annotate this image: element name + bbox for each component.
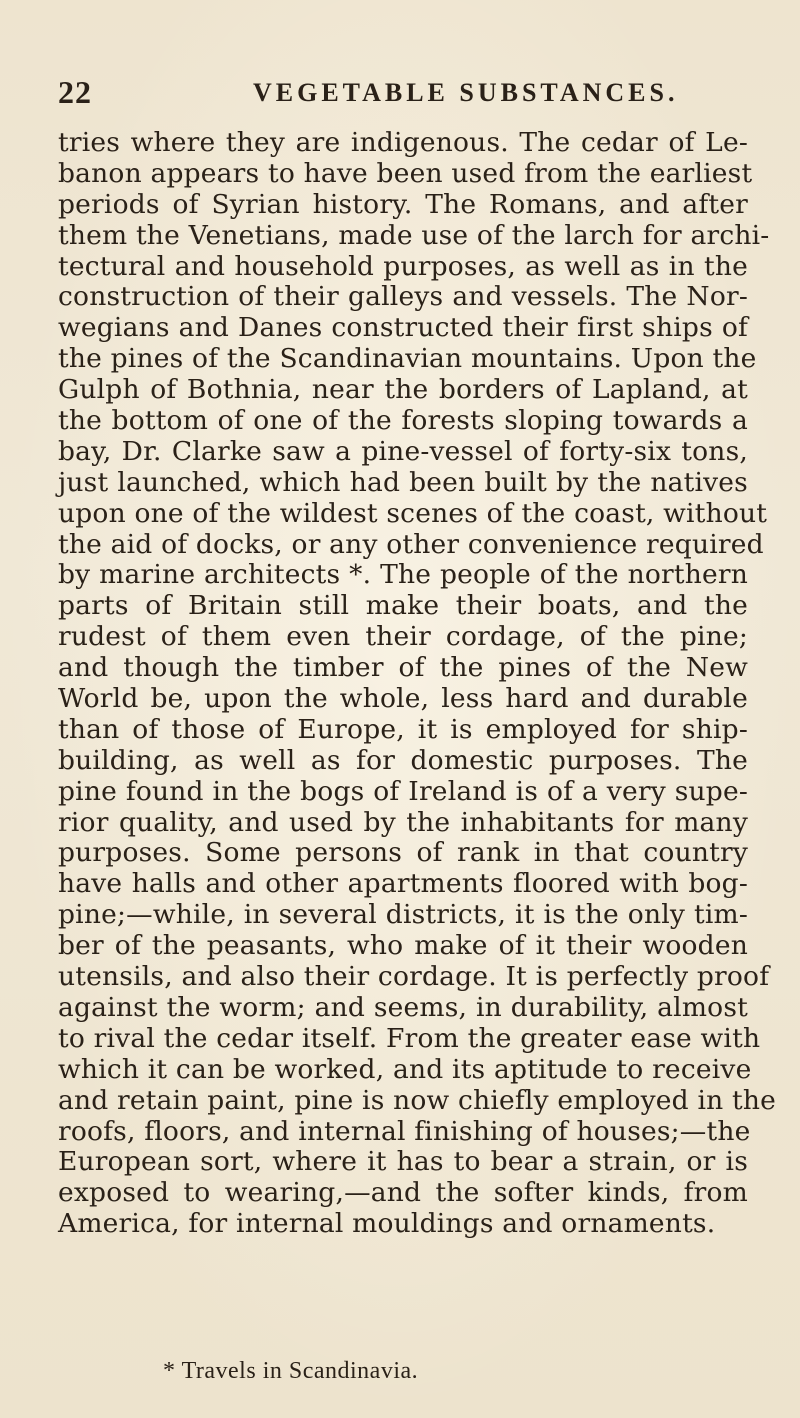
text-line: Gulph of Bothnia, near the borders of Lapland, at [58,374,748,406]
text-line: wegians and Danes constructed their first ships of [58,312,748,344]
text-line: tries where they are indigenous. The cedar of Le- [58,127,748,158]
text-line: periods of Syrian history. The Romans, and after [58,188,748,220]
text-line: European sort, where it has to bear a strain, or is [58,1146,748,1178]
text-line: America, for internal mouldings and ornaments. [58,1208,716,1240]
running-head: VEGETABLE SUBSTANCES. [253,78,679,107]
text-line: rudest of them even their cordage, of the pine; [58,621,748,653]
text-line: than of those of Europe, it is employed for ship- [58,713,748,745]
text-line: utensils, and also their cordage. It is perfectly proof [58,961,770,993]
page-header [58,74,748,114]
text-line: them the Venetians, made use of the larch for archi- [58,219,770,251]
text-line: World be, upon the whole, less hard and durable [58,683,748,715]
text-line: have halls and other apartments floored with bog- [58,868,748,900]
text-line: exposed to wearing,—and the softer kinds, from [58,1177,748,1209]
text-line: the bottom of one of the forests sloping towards a [58,405,748,437]
text-line: purposes. Some persons of rank in that country [58,837,748,869]
text-line: pine;—while, in several districts, it is the only tim- [58,899,748,931]
text-line: against the worm; and seems, in durability, almost [58,991,748,1023]
text-line: by marine architects *. The people of the northern [58,559,748,591]
text-line: tectural and household purposes, as well as in the [58,250,748,282]
text-line: the aid of docks, or any other convenience required [58,528,764,560]
text-line: to rival the cedar itself. From the greater ease with [58,1022,761,1054]
footnote: * Travels in Scandinavia. [163,1358,419,1384]
text-line: rior quality, and used by the inhabitants for many [58,806,748,838]
text-line: and retain paint, pine is now chiefly employed in the [58,1084,777,1116]
text-line: upon one of the wildest scenes of the coast, without [58,497,768,529]
text-line: building, as well as for domestic purposes. The [58,744,748,776]
text-line: construction of their galleys and vessels. The Nor- [58,281,748,313]
text-line: pine found in the bogs of Ireland is of a very supe- [58,775,748,807]
page-number: 22 [58,74,92,110]
body-text [58,127,777,1240]
text-line: roofs, floors, and internal finishing of houses;—the [58,1115,751,1147]
text-line: ber of the peasants, who make of it their wooden [58,930,748,962]
text-line: parts of Britain still make their boats, and the [58,590,748,622]
text-line: bay, Dr. Clarke saw a pine-vessel of forty-six tons, [58,435,748,467]
text-line: which it can be worked, and its aptitude to receive [58,1053,752,1085]
text-line: and though the timber of the pines of the New [58,652,748,684]
text-line: the pines of the Scandinavian mountains. Upon the [58,343,757,375]
text-line: banon appears to have been used from the earliest [58,157,753,189]
text-line: just launched, which had been built by the natives [58,466,748,498]
